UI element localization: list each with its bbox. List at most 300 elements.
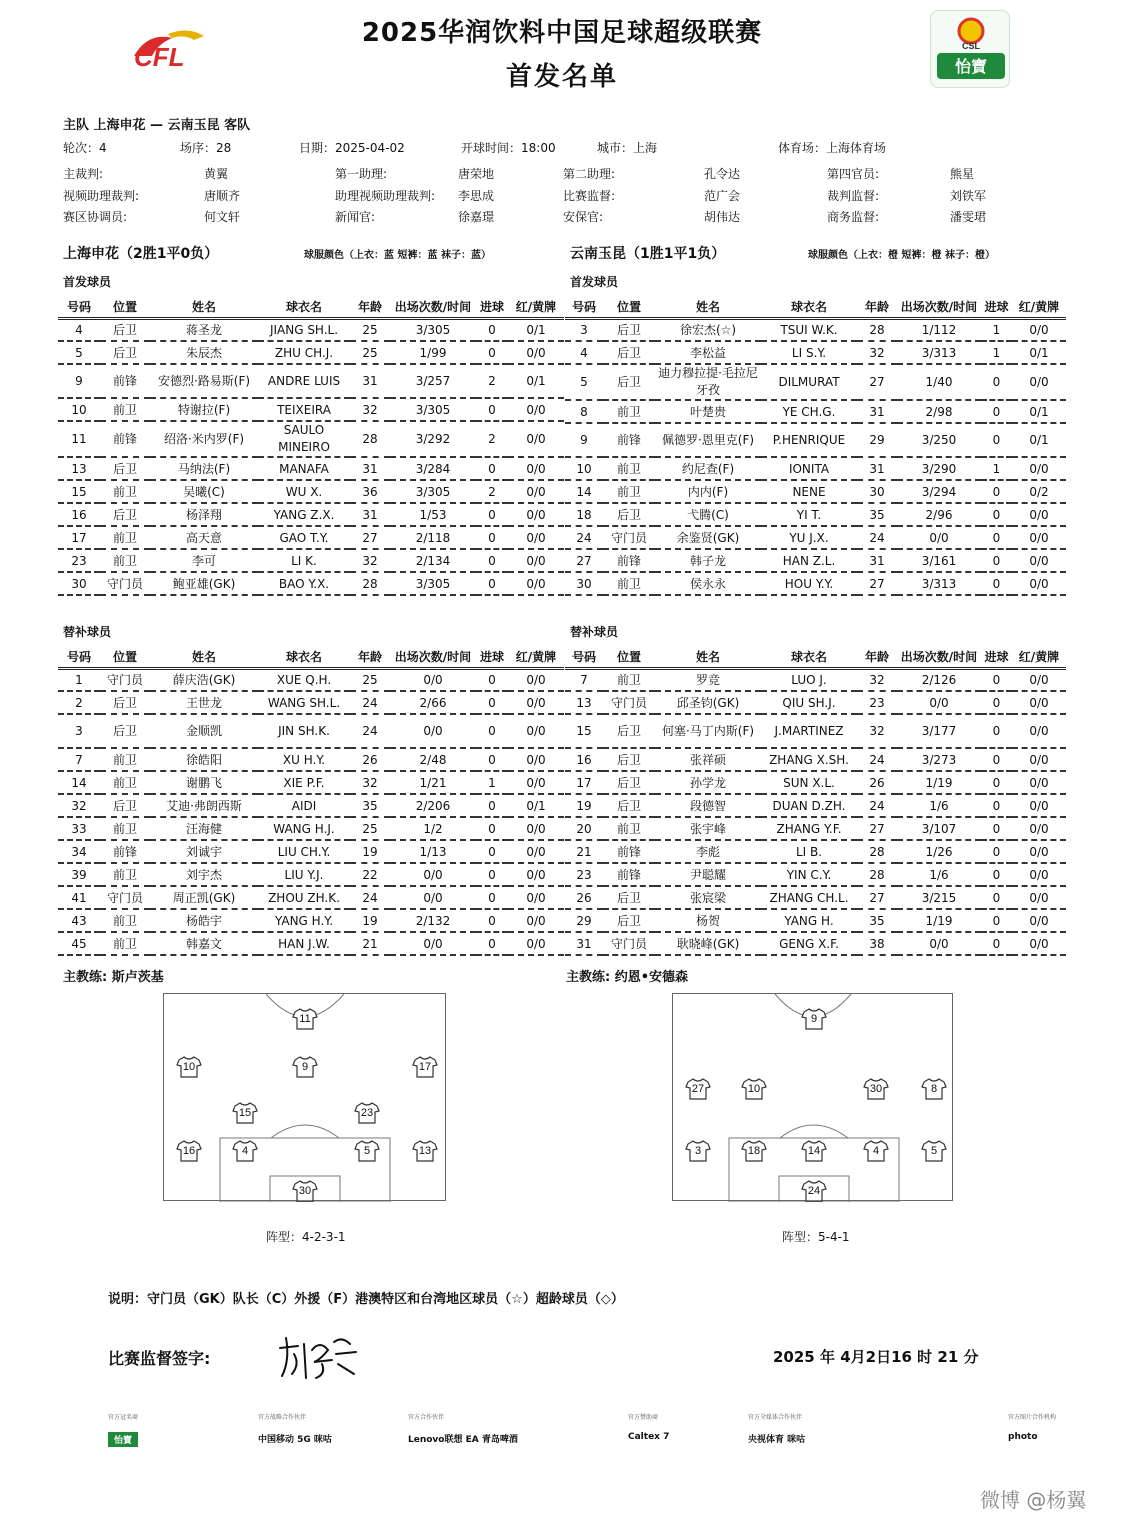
official-name: 李思成	[458, 189, 495, 203]
table-cell: 守门员	[100, 886, 150, 909]
table-row	[58, 886, 564, 909]
table-cell: 蒋圣龙	[150, 318, 258, 341]
player-shirt-icon	[921, 1078, 947, 1100]
table-cell: 0/0	[508, 457, 564, 480]
table-row	[565, 457, 1066, 480]
shirt-number: 30	[298, 1185, 312, 1197]
page-subtitle: 首发名单	[505, 62, 618, 92]
table-cell: 0	[476, 503, 508, 526]
table-cell: 25	[350, 318, 390, 341]
table-cell: 27	[857, 572, 897, 595]
table-cell: 前卫	[100, 526, 150, 549]
table-row	[565, 341, 1066, 364]
column-header: 位置	[603, 296, 655, 318]
table-cell: 20	[565, 817, 603, 840]
table-cell: 30	[565, 572, 603, 595]
match-date: 日期：2025-04-02	[299, 141, 405, 155]
player-shirt-icon	[685, 1078, 711, 1100]
table-cell: 0	[981, 423, 1012, 457]
table-cell: 0/0	[897, 526, 981, 549]
sponsor-logo: 中国移动 5G 咪咕	[258, 1435, 332, 1445]
table-cell: MANAFA	[258, 457, 350, 480]
table-cell: SUN X.L.	[761, 771, 857, 794]
table-cell: 1	[981, 457, 1012, 480]
table-cell: 0/1	[1012, 423, 1066, 457]
player-shirt-icon	[921, 1140, 947, 1162]
table-cell: 33	[58, 817, 100, 840]
shirt-number: 5	[363, 1145, 371, 1157]
match-stadium: 体育场：上海体育场	[778, 141, 887, 155]
table-cell: 25	[350, 341, 390, 364]
table-cell: 2	[476, 364, 508, 398]
table-cell: 32	[350, 398, 390, 421]
signature-label: 比赛监督签字:	[108, 1349, 211, 1368]
table-cell: 32	[857, 668, 897, 691]
page-title: 2025华润饮料中国足球超级联赛	[361, 18, 763, 48]
away-team-title: 云南玉昆（1胜1平1负）	[570, 246, 726, 262]
table-cell: 徐皓阳	[150, 748, 258, 771]
shirt-number: 10	[182, 1061, 196, 1073]
table-row	[58, 549, 564, 572]
table-row	[565, 840, 1066, 863]
table-cell: 24	[565, 526, 603, 549]
table-cell: 后卫	[100, 318, 150, 341]
table-cell: 前卫	[100, 398, 150, 421]
official-role: 主裁判:	[63, 167, 104, 181]
shirt-number: 9	[810, 1013, 818, 1025]
table-cell: 约尼查(F)	[655, 457, 761, 480]
column-header: 进球	[981, 646, 1012, 668]
table-cell: 0	[981, 549, 1012, 572]
table-cell: 10	[565, 457, 603, 480]
table-cell: 后卫	[603, 318, 655, 341]
table-cell: 0	[981, 794, 1012, 817]
table-header	[565, 646, 1066, 668]
shirt-number: 4	[241, 1145, 249, 1157]
table-cell: 0/0	[390, 863, 476, 886]
table-cell: HOU Y.Y.	[761, 572, 857, 595]
table-row	[58, 840, 564, 863]
table-row	[565, 318, 1066, 341]
table-cell: 艾迪·弗朗西斯	[150, 794, 258, 817]
table-row	[565, 572, 1066, 595]
table-cell: 0/0	[1012, 503, 1066, 526]
table-cell: 30	[58, 572, 100, 595]
csl-logo-text: CSL	[962, 41, 980, 51]
table-cell: 21	[565, 840, 603, 863]
table-cell: 3/305	[390, 318, 476, 341]
table-cell: 前锋	[603, 840, 655, 863]
table-row	[58, 748, 564, 771]
table-cell: 0	[476, 398, 508, 421]
shirt-number: 8	[930, 1083, 938, 1095]
table-cell: 24	[857, 748, 897, 771]
shirt-number: 18	[747, 1145, 761, 1157]
table-cell: 0	[981, 503, 1012, 526]
player-shirt-icon	[292, 1056, 318, 1078]
column-header: 年龄	[350, 296, 390, 318]
table-cell: 15	[58, 480, 100, 503]
table-cell: XIE P.F.	[258, 771, 350, 794]
away-formation-pitch	[672, 993, 953, 1201]
table-row	[565, 932, 1066, 955]
table-cell: 1/40	[897, 364, 981, 400]
table-cell: 0	[981, 668, 1012, 691]
table-cell: 0/0	[1012, 748, 1066, 771]
shirt-number: 15	[238, 1107, 252, 1119]
table-cell: 后卫	[603, 364, 655, 400]
table-cell: DILMURAT	[761, 364, 857, 400]
legend-note: 说明：守门员（GK）队长（C）外援（F）港澳特区和台湾地区球员（☆）超龄球员（◇）	[108, 1292, 624, 1307]
table-cell: 佩德罗·恩里克(F)	[655, 423, 761, 457]
table-cell: 后卫	[603, 794, 655, 817]
table-cell: 汪海健	[150, 817, 258, 840]
table-cell: 韩嘉文	[150, 932, 258, 955]
match-city: 城市：上海	[597, 141, 658, 155]
column-header: 红/黄牌	[508, 296, 564, 318]
column-header: 出场次数/时间	[897, 296, 981, 318]
shirt-number: 16	[182, 1145, 196, 1157]
table-row	[565, 909, 1066, 932]
table-cell: 1/6	[897, 794, 981, 817]
table-cell: 19	[565, 794, 603, 817]
table-row	[565, 794, 1066, 817]
table-cell: 2	[58, 691, 100, 714]
table-cell: 前卫	[603, 400, 655, 423]
column-header: 号码	[58, 296, 100, 318]
table-row	[565, 714, 1066, 748]
table-cell: 孙学龙	[655, 771, 761, 794]
player-shirt-icon	[801, 1180, 827, 1202]
player-shirt-icon	[292, 1180, 318, 1202]
watermark: 微博 @杨翼	[980, 1488, 1087, 1512]
table-cell: 马纳法(F)	[150, 457, 258, 480]
table-cell: 后卫	[603, 503, 655, 526]
table-cell: 杨皓宇	[150, 909, 258, 932]
away-kit-colors: 球服颜色（上衣：橙 短裤：橙 袜子：橙）	[808, 250, 995, 261]
official-name: 潘雯珺	[950, 210, 987, 224]
player-shirt-icon	[176, 1056, 202, 1078]
shirt-number: 27	[691, 1083, 705, 1095]
official-role: 比赛监督:	[563, 189, 616, 203]
table-cell: 7	[565, 668, 603, 691]
table-cell: 0/0	[508, 668, 564, 691]
table-cell: 19	[350, 909, 390, 932]
table-cell: ANDRE LUIS	[258, 364, 350, 398]
table-row	[565, 400, 1066, 423]
column-header: 红/黄牌	[1012, 646, 1066, 668]
table-cell: 0	[476, 794, 508, 817]
table-cell: 13	[58, 457, 100, 480]
shirt-number: 5	[930, 1145, 938, 1157]
table-cell: 35	[857, 909, 897, 932]
table-cell: 18	[565, 503, 603, 526]
table-cell: 30	[857, 480, 897, 503]
table-cell: 0	[476, 318, 508, 341]
table-cell: 0	[981, 886, 1012, 909]
table-cell: 28	[350, 421, 390, 457]
shirt-number: 3	[694, 1145, 702, 1157]
table-cell: 32	[350, 771, 390, 794]
table-cell: 弋腾(C)	[655, 503, 761, 526]
table-cell: TSUI W.K.	[761, 318, 857, 341]
table-cell: 23	[565, 863, 603, 886]
match-seq: 场序：28	[180, 141, 232, 155]
table-cell: 0	[476, 932, 508, 955]
table-cell: 后卫	[100, 691, 150, 714]
table-row	[58, 714, 564, 748]
column-header: 姓名	[655, 296, 761, 318]
table-cell: 15	[565, 714, 603, 748]
table-cell: 0	[476, 863, 508, 886]
table-cell: 安德烈·路易斯(F)	[150, 364, 258, 398]
table-cell: IONITA	[761, 457, 857, 480]
table-cell: 后卫	[603, 714, 655, 748]
table-cell: 26	[857, 771, 897, 794]
table-cell: 0	[981, 526, 1012, 549]
table-cell: 27	[857, 886, 897, 909]
table-cell: 段德智	[655, 794, 761, 817]
table-cell: 0/0	[508, 503, 564, 526]
table-cell: 31	[857, 457, 897, 480]
table-cell: 后卫	[603, 909, 655, 932]
home-starters-label: 首发球员	[63, 275, 112, 289]
table-cell: 0	[476, 817, 508, 840]
table-row	[565, 526, 1066, 549]
table-cell: JIN SH.K.	[258, 714, 350, 748]
table-cell: YANG H.	[761, 909, 857, 932]
table-cell: 45	[58, 932, 100, 955]
table-cell: 0/0	[508, 421, 564, 457]
table-cell: 杨贺	[655, 909, 761, 932]
table-cell: 0	[981, 364, 1012, 400]
table-cell: 后卫	[100, 457, 150, 480]
table-cell: 金顺凯	[150, 714, 258, 748]
table-cell: 0	[476, 840, 508, 863]
table-cell: 24	[857, 794, 897, 817]
column-header: 出场次数/时间	[897, 646, 981, 668]
away-subs-table	[565, 646, 1066, 956]
table-cell: 前锋	[603, 549, 655, 572]
table-cell: 27	[350, 526, 390, 549]
table-cell: GAO T.Y.	[258, 526, 350, 549]
table-cell: 0	[981, 840, 1012, 863]
table-cell: 0	[981, 771, 1012, 794]
player-shirt-icon	[685, 1140, 711, 1162]
table-cell: 前卫	[603, 817, 655, 840]
official-role: 商务监督:	[827, 210, 880, 224]
table-cell: 32	[350, 549, 390, 572]
table-cell: 3/107	[897, 817, 981, 840]
table-cell: YANG H.Y.	[258, 909, 350, 932]
official-name: 孔令达	[704, 167, 741, 181]
table-cell: 2	[476, 480, 508, 503]
table-cell: 16	[565, 748, 603, 771]
table-cell: 0/0	[390, 886, 476, 909]
table-cell: 31	[350, 364, 390, 398]
table-cell: 0	[981, 932, 1012, 955]
table-cell: 1/2	[390, 817, 476, 840]
away-starters-table	[565, 296, 1066, 596]
signature-time: 2025 年 4月2日16 时 21 分	[773, 1348, 979, 1366]
table-cell: 3/305	[390, 572, 476, 595]
table-cell: 1/53	[390, 503, 476, 526]
table-cell: 薛庆浩(GK)	[150, 668, 258, 691]
column-header: 年龄	[857, 296, 897, 318]
table-row	[58, 691, 564, 714]
csl-logo	[930, 10, 1010, 88]
table-cell: 3	[565, 318, 603, 341]
table-cell: 后卫	[100, 794, 150, 817]
table-cell: 朱辰杰	[150, 341, 258, 364]
table-cell: 0/0	[1012, 932, 1066, 955]
home-formation: 阵型：4-2-3-1	[266, 1230, 346, 1244]
table-cell: 0/0	[1012, 817, 1066, 840]
sponsor-category: 官方全媒体合作伙伴	[748, 1414, 803, 1421]
table-cell: 0/0	[897, 932, 981, 955]
table-cell: 0	[981, 480, 1012, 503]
official-name: 黄翼	[204, 167, 229, 181]
table-cell: YE CH.G.	[761, 400, 857, 423]
table-row	[565, 480, 1066, 503]
column-header: 球衣名	[258, 646, 350, 668]
table-cell: AIDI	[258, 794, 350, 817]
table-cell: 24	[350, 714, 390, 748]
table-cell: 0/0	[1012, 318, 1066, 341]
column-header: 球衣名	[761, 296, 857, 318]
table-row	[565, 863, 1066, 886]
sponsor-logo: Lenovo联想 EA 青岛啤酒	[408, 1435, 518, 1445]
table-cell: 张祥硕	[655, 748, 761, 771]
table-cell: 38	[857, 932, 897, 955]
table-cell: 23	[58, 549, 100, 572]
table-cell: 5	[565, 364, 603, 400]
table-cell: 1/13	[390, 840, 476, 863]
table-cell: YIN C.Y.	[761, 863, 857, 886]
official-name: 熊星	[950, 167, 975, 181]
table-cell: 前锋	[100, 421, 150, 457]
table-cell: 周正凯(GK)	[150, 886, 258, 909]
sponsor-logo: Caltex 7	[628, 1432, 670, 1442]
shirt-number: 11	[299, 1013, 311, 1025]
table-cell: BAO Y.X.	[258, 572, 350, 595]
table-cell: WANG SH.L.	[258, 691, 350, 714]
column-header: 出场次数/时间	[390, 646, 476, 668]
table-cell: LIU Y.J.	[258, 863, 350, 886]
table-cell: 4	[565, 341, 603, 364]
table-cell: 0/1	[508, 364, 564, 398]
table-cell: 0	[476, 886, 508, 909]
table-cell: 0/0	[508, 748, 564, 771]
official-name: 范广会	[704, 189, 741, 203]
table-cell: 0	[476, 714, 508, 748]
match-round: 轮次：4	[63, 141, 107, 155]
table-cell: 0/0	[1012, 668, 1066, 691]
table-cell: 0/0	[508, 480, 564, 503]
table-cell: 3/215	[897, 886, 981, 909]
home-coach: 主教练: 斯卢茨基	[63, 970, 164, 985]
table-cell: 2/206	[390, 794, 476, 817]
table-cell: XUE Q.H.	[258, 668, 350, 691]
table-cell: 31	[350, 457, 390, 480]
table-cell: XU H.Y.	[258, 748, 350, 771]
official-role: 安保官:	[563, 210, 604, 224]
table-cell: 2/66	[390, 691, 476, 714]
table-cell: 吴曦(C)	[150, 480, 258, 503]
table-cell: 23	[857, 691, 897, 714]
official-role: 赛区协调员:	[63, 210, 128, 224]
column-header: 进球	[476, 646, 508, 668]
table-cell: LIU CH.Y.	[258, 840, 350, 863]
table-row	[565, 503, 1066, 526]
table-cell: 后卫	[603, 341, 655, 364]
table-cell: 43	[58, 909, 100, 932]
table-cell: 3/313	[897, 341, 981, 364]
table-cell: NENE	[761, 480, 857, 503]
table-cell: 0/0	[1012, 771, 1066, 794]
table-cell: 后卫	[603, 748, 655, 771]
table-cell: 1/26	[897, 840, 981, 863]
away-coach: 主教练: 约恩•安德森	[566, 970, 689, 985]
table-cell: 3/161	[897, 549, 981, 572]
table-row	[565, 817, 1066, 840]
table-cell: 0	[476, 748, 508, 771]
table-cell: 0/0	[508, 909, 564, 932]
table-cell: 0/2	[1012, 480, 1066, 503]
official-role: 第一助理:	[335, 167, 388, 181]
official-role: 裁判监督:	[827, 189, 880, 203]
table-cell: 0/0	[1012, 714, 1066, 748]
table-cell: 31	[350, 503, 390, 526]
table-cell: 29	[857, 423, 897, 457]
table-cell: ZHU CH.J.	[258, 341, 350, 364]
table-cell: 0/0	[508, 714, 564, 748]
column-header: 位置	[100, 296, 150, 318]
table-cell: 2/98	[897, 400, 981, 423]
table-cell: 24	[350, 886, 390, 909]
table-cell: 前锋	[603, 423, 655, 457]
table-row	[58, 364, 564, 398]
table-cell: 0/0	[1012, 457, 1066, 480]
table-cell: 1/112	[897, 318, 981, 341]
table-cell: 0/0	[390, 668, 476, 691]
official-name: 何文轩	[204, 210, 241, 224]
table-cell: 0/0	[508, 771, 564, 794]
home-subs-label: 替补球员	[63, 625, 112, 639]
away-subs-label: 替补球员	[570, 625, 619, 639]
table-cell: 25	[350, 668, 390, 691]
column-header: 年龄	[350, 646, 390, 668]
table-row	[58, 503, 564, 526]
table-cell: 3/284	[390, 457, 476, 480]
column-header: 红/黄牌	[1012, 296, 1066, 318]
player-shirt-icon	[292, 1008, 318, 1030]
table-cell: 叶楚贵	[655, 400, 761, 423]
table-cell: 后卫	[603, 886, 655, 909]
table-cell: GENG X.F.	[761, 932, 857, 955]
table-cell: 侯永永	[655, 572, 761, 595]
shirt-number: 4	[872, 1145, 880, 1157]
table-cell: 0/0	[508, 691, 564, 714]
table-row	[58, 932, 564, 955]
official-name: 胡伟达	[704, 210, 741, 224]
table-row	[58, 421, 564, 457]
table-cell: 谢鹏飞	[150, 771, 258, 794]
table-cell: 35	[350, 794, 390, 817]
player-shirt-icon	[412, 1056, 438, 1078]
table-row	[58, 771, 564, 794]
table-cell: 前卫	[100, 748, 150, 771]
